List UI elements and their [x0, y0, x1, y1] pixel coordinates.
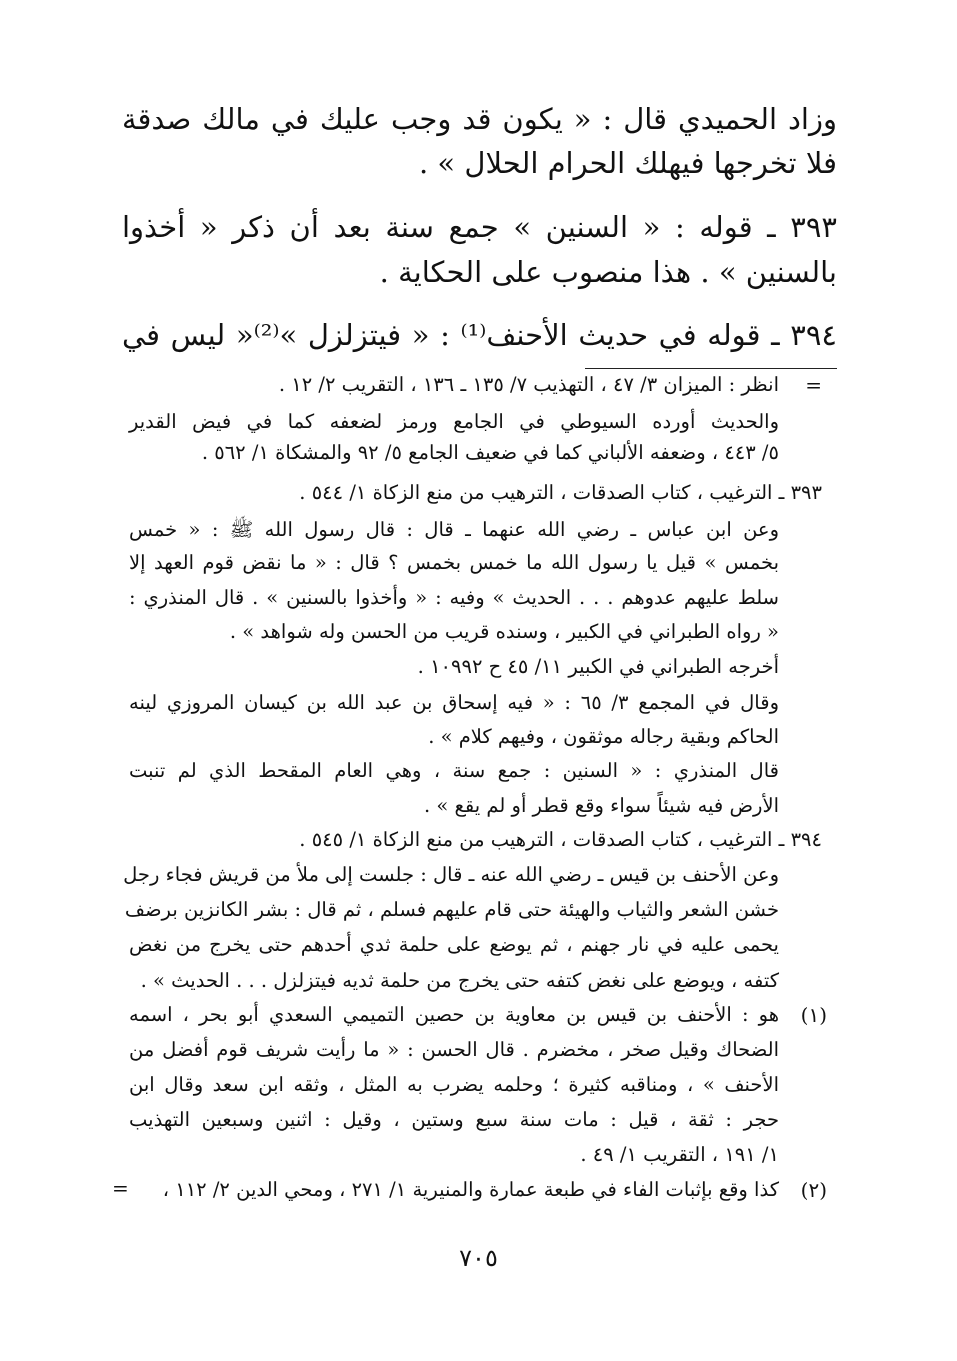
footnote-line: ٥/ ٤٤٣ ، وضعفه الألباني كما في ضعيف الجامع ٥/ ٩٢ والمشكاة ١/ ٥٦٢ .	[201, 441, 779, 464]
footnote-line: الأرض فيه شيئاً سواء وقع قطر أو لم يقع » .	[424, 794, 779, 817]
footnote-line: بخمس » قيل يا رسول الله ما خمس بخمس ؟ قال : « ما نقض قوم العهد إلا	[129, 551, 779, 574]
footnote-line: ٣٩٤ ـ الترغيب ، كتاب الصدقات ، الترهيب من منع الزكاة ١/ ٥٤٥ .	[299, 828, 822, 851]
footnote-line: وعن الأحنف بن قيس ـ رضي الله عنه ـ قال : جلست إلى ملأ من قريش فجاء رجل	[123, 863, 779, 886]
footnote-line: « رواه الطبراني في الكبير ، وسنده قريب من الحسن وله شواهد » .	[229, 620, 779, 643]
footnote-number: (٢)	[800, 1178, 827, 1202]
footnote-line: خشن الشعر والثياب والهيئة حتى قام عليهم فسلم ، ثم قال : بشر الكانزين برضف	[124, 898, 779, 921]
main-text-line: وزاد الحميدي قال : « يكون قد وجب عليك في مالك صدقة	[122, 102, 837, 136]
footnote-line: هو : الأحنف بن قيس بن معاوية بن حصين التميمي السعدي أبو بحر ، اسمه	[129, 1003, 779, 1026]
footnote-line: يحمى عليه في نار جهنم ، ثم يوضع على حلمة ثدي أحدهم حتى يخرج من نغض	[129, 933, 779, 956]
page-number: ٧٠٥	[459, 1244, 498, 1272]
footnote-line: الحاكم وبقية رجاله موثقون ، وفيهم كلام » .	[428, 725, 779, 748]
continuation-marker: =	[805, 373, 822, 397]
footnote-line: كذا وقع بإثبات الفاء في طبعة عمارة والمنيرية ١/ ٢٧١ ، ومحي الدين ٢/ ١١٢ ،	[162, 1178, 779, 1201]
footnote-line: الضحاك وقيل صخر ، مخضرم . قال الحسن : « ما رأيت شريف قوم أفضل من	[129, 1038, 779, 1061]
footnote-line: الأحنف » ، ومناقبه كثيرة ؛ وحلمه يضرب به المثل ، وثقه ابن سعد وقال ابن	[129, 1073, 779, 1096]
footnote-number: (١)	[800, 1003, 827, 1027]
footnote-line: حجر : ثقة ، قيل : مات سنة سبع وستين ، وقيل : اثنين وسبعين التهذيب	[129, 1108, 779, 1131]
main-text-line: ٣٩٣ ـ قوله : « السنين » جمع سنة بعد أن ذكر « أخذوا	[122, 210, 837, 244]
footnote-line: كتفه ، ويوضع على نغض كتفه حتى يخرج من حلمة ثديه فيتزلزل . . . الحديث » .	[140, 969, 779, 992]
continuation-marker: =	[112, 1176, 129, 1200]
main-text-line: بالسنين » . هذا منصوب على الحكاية .	[379, 255, 837, 289]
footnote-line: والحديث أورده السيوطي في الجامع ورمز لضعفه كما في فيض القدير	[129, 410, 779, 433]
footnote-line: أخرجه الطبراني في الكبير ١١/ ٤٥ ح ١٠٩٩٢ .	[417, 655, 779, 678]
main-text-line: ٣٩٤ ـ قوله في حديث الأحنف⁽¹⁾ : « فيتزلزل »⁽²⁾« ليس في	[122, 318, 838, 352]
footnote-line: وقال في المجمع ٣/ ٦٥ : « فيه إسحاق بن عبد الله بن كيسان المروزي لينه	[129, 691, 779, 714]
footnote-line: وعن ابن عباس ـ رضي الله عنهما ـ قال : قال رسول الله ﷺ : « خمس	[129, 518, 779, 541]
footnote-line: انظر : الميزان ٣/ ٤٧ ، التهذيب ٧/ ١٣٥ ـ ١٣٦ ، التقريب ٢/ ١٢ .	[278, 373, 779, 396]
main-text-line: فلا تخرجها فيهلك الحرام الحلال » .	[419, 146, 837, 180]
footnote-line: قال المنذري : « السنين : جمع سنة ، وهي العام المقحط الذي لم تنبت	[129, 759, 779, 782]
footnote-line: سلط عليهم عدوهم . . . الحديث » وفيه : « وأخذوا بالسنين » . قال المنذري :	[129, 586, 779, 609]
footnote-line: ٣٩٣ ـ الترغيب ، كتاب الصدقات ، الترهيب من منع الزكاة ١/ ٥٤٤ .	[299, 481, 822, 504]
footnote-line: ١/ ١٩١ ، التقريب ١/ ٤٩ .	[580, 1143, 779, 1166]
footnote-separator	[585, 368, 837, 369]
